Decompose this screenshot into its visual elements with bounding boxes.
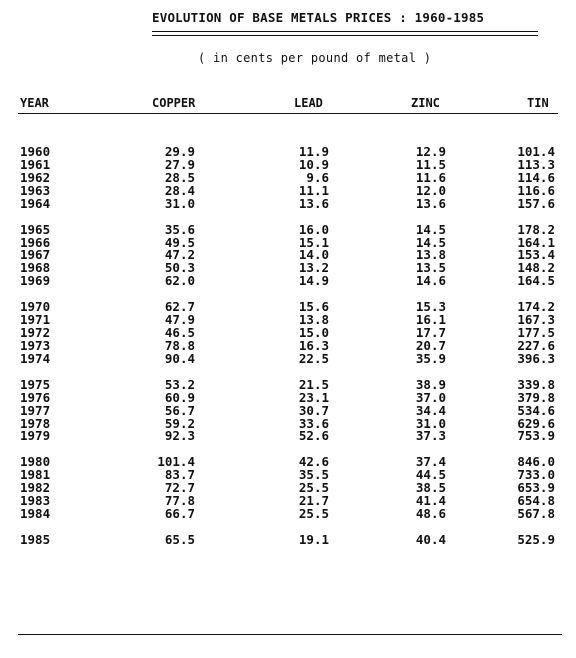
cell-tin: 339.8 xyxy=(517,376,555,392)
cell-tin: 178.2 xyxy=(517,221,555,237)
table-row xyxy=(0,262,576,274)
cell-lead: 13.2 xyxy=(298,260,329,276)
cell-lead: 52.6 xyxy=(298,428,329,444)
cell-lead: 11.1 xyxy=(298,182,329,198)
cell-zinc: 34.4 xyxy=(415,402,446,418)
cell-copper: 65.5 xyxy=(164,531,195,547)
cell-copper: 31.0 xyxy=(164,195,195,211)
cell-zinc: 12.9 xyxy=(415,144,446,159)
cell-zinc: 17.7 xyxy=(415,325,446,340)
table-row xyxy=(0,495,576,507)
cell-copper: 35.6 xyxy=(164,221,195,237)
cell-tin: 733.0 xyxy=(517,467,555,483)
cell-zinc: 13.5 xyxy=(415,260,446,276)
cell-copper: 60.9 xyxy=(164,389,195,405)
table-row xyxy=(0,376,576,392)
cell-year: 1968 xyxy=(20,260,51,276)
cell-year: 1982 xyxy=(20,480,51,496)
cell-copper: 62.7 xyxy=(164,299,195,315)
cell-copper: 59.2 xyxy=(164,415,195,431)
cell-zinc: 38.9 xyxy=(415,376,446,392)
cell-copper: 62.0 xyxy=(164,273,195,289)
cell-tin: 167.3 xyxy=(517,312,555,328)
cell-tin: 116.6 xyxy=(517,182,555,198)
cell-zinc: 14.6 xyxy=(415,273,446,289)
cell-year: 1975 xyxy=(20,376,51,392)
cell-lead: 33.6 xyxy=(298,415,329,431)
cell-copper: 47.2 xyxy=(164,247,195,263)
cell-lead: 16.3 xyxy=(298,338,329,353)
title-double-underline xyxy=(152,31,538,36)
cell-copper: 28.4 xyxy=(164,182,195,198)
cell-tin: 153.4 xyxy=(517,247,555,263)
cell-zinc: 14.5 xyxy=(415,234,446,250)
cell-lead: 21.7 xyxy=(298,493,329,508)
cell-zinc: 20.7 xyxy=(415,338,446,353)
table-row xyxy=(0,249,576,261)
cell-year: 1960 xyxy=(20,144,51,159)
table-row xyxy=(0,146,576,158)
cell-lead: 19.1 xyxy=(298,531,329,547)
cell-tin: 396.3 xyxy=(517,350,555,366)
cell-zinc: 37.3 xyxy=(415,428,446,444)
cell-lead: 9.6 xyxy=(306,169,329,185)
cell-year: 1973 xyxy=(20,338,51,353)
cell-lead: 23.1 xyxy=(298,389,329,405)
column-header-zinc: ZINC xyxy=(411,96,440,110)
cell-lead: 14.9 xyxy=(298,273,329,289)
table-header xyxy=(0,96,576,112)
cell-lead: 13.8 xyxy=(298,312,329,328)
cell-year: 1965 xyxy=(20,221,51,237)
cell-tin: 164.1 xyxy=(517,234,555,250)
table-row xyxy=(0,430,576,442)
cell-tin: 101.4 xyxy=(517,144,555,159)
cell-copper: 72.7 xyxy=(164,480,195,496)
cell-zinc: 40.4 xyxy=(415,531,446,547)
cell-year: 1963 xyxy=(20,182,51,198)
cell-year: 1969 xyxy=(20,273,51,289)
cell-zinc: 41.4 xyxy=(415,493,446,508)
cell-zinc: 35.9 xyxy=(415,350,446,366)
cell-year: 1966 xyxy=(20,234,51,250)
cell-zinc: 12.0 xyxy=(415,182,446,198)
cell-lead: 14.0 xyxy=(298,247,329,263)
cell-zinc: 11.6 xyxy=(415,169,446,185)
table-row xyxy=(0,469,576,481)
cell-zinc: 31.0 xyxy=(415,415,446,431)
cell-tin: 227.6 xyxy=(517,338,555,353)
cell-year: 1971 xyxy=(20,312,51,328)
cell-zinc: 11.5 xyxy=(415,156,446,172)
table-row xyxy=(0,234,576,250)
cell-copper: 53.2 xyxy=(164,376,195,392)
cell-lead: 25.5 xyxy=(298,506,329,521)
cell-copper: 78.8 xyxy=(164,338,195,353)
column-header-copper: COPPER xyxy=(152,96,196,110)
table-row xyxy=(0,402,576,418)
column-header-year: YEAR xyxy=(20,96,49,110)
column-header-tin: TIN xyxy=(527,96,549,110)
cell-copper: 49.5 xyxy=(164,234,195,250)
cell-tin: 534.6 xyxy=(517,402,555,418)
table-row xyxy=(0,182,576,198)
table-row xyxy=(0,195,576,211)
cell-lead: 22.5 xyxy=(298,350,329,366)
cell-copper: 90.4 xyxy=(164,350,195,366)
cell-copper: 50.3 xyxy=(164,260,195,276)
cell-lead: 21.5 xyxy=(298,376,329,392)
cell-tin: 113.3 xyxy=(517,156,555,172)
cell-year: 1981 xyxy=(20,467,51,483)
cell-year: 1980 xyxy=(20,454,51,470)
cell-lead: 15.1 xyxy=(298,234,329,250)
cell-copper: 27.9 xyxy=(164,156,195,172)
cell-lead: 11.9 xyxy=(298,144,329,159)
cell-copper: 29.9 xyxy=(164,144,195,159)
cell-copper: 92.3 xyxy=(164,428,195,444)
cell-lead: 16.0 xyxy=(298,221,329,237)
cell-zinc: 37.0 xyxy=(415,389,446,405)
cell-tin: 148.2 xyxy=(517,260,555,276)
table-row xyxy=(0,340,576,352)
cell-copper: 66.7 xyxy=(164,506,195,521)
table-row xyxy=(0,301,576,313)
table-row xyxy=(0,169,576,185)
table-row xyxy=(0,221,576,237)
cell-copper: 101.4 xyxy=(157,454,195,470)
cell-zinc: 14.5 xyxy=(415,221,446,237)
cell-year: 1970 xyxy=(20,299,51,315)
column-header-lead: LEAD xyxy=(294,96,323,110)
cell-lead: 30.7 xyxy=(298,402,329,418)
table-bottom-rule xyxy=(18,634,562,635)
table-row xyxy=(0,415,576,431)
cell-tin: 177.5 xyxy=(517,325,555,340)
cell-year: 1961 xyxy=(20,156,51,172)
table-row xyxy=(0,531,576,547)
cell-lead: 25.5 xyxy=(298,480,329,496)
cell-lead: 15.6 xyxy=(298,299,329,315)
cell-tin: 164.5 xyxy=(517,273,555,289)
header-underline xyxy=(18,113,558,114)
cell-tin: 379.8 xyxy=(517,389,555,405)
cell-copper: 77.8 xyxy=(164,493,195,508)
document-title: EVOLUTION OF BASE METALS PRICES : 1960-1985 xyxy=(152,10,485,25)
cell-tin: 525.9 xyxy=(517,531,555,547)
cell-lead: 42.6 xyxy=(298,454,329,470)
table-row xyxy=(0,156,576,172)
table-row xyxy=(0,314,576,326)
cell-tin: 114.6 xyxy=(517,169,555,185)
table-row xyxy=(0,389,576,405)
cell-tin: 753.9 xyxy=(517,428,555,444)
cell-year: 1978 xyxy=(20,415,51,431)
cell-tin: 846.0 xyxy=(517,454,555,470)
cell-year: 1972 xyxy=(20,325,51,340)
cell-tin: 629.6 xyxy=(517,415,555,431)
cell-copper: 83.7 xyxy=(164,467,195,483)
cell-lead: 35.5 xyxy=(298,467,329,483)
cell-zinc: 37.4 xyxy=(415,454,446,470)
cell-lead: 10.9 xyxy=(298,156,329,172)
cell-lead: 13.6 xyxy=(298,195,329,211)
cell-year: 1967 xyxy=(20,247,51,263)
cell-tin: 567.8 xyxy=(517,506,555,521)
cell-zinc: 15.3 xyxy=(415,299,446,315)
cell-year: 1985 xyxy=(20,531,51,547)
cell-zinc: 16.1 xyxy=(415,312,446,328)
table-row xyxy=(0,350,576,366)
cell-zinc: 38.5 xyxy=(415,480,446,496)
cell-year: 1979 xyxy=(20,428,51,444)
cell-tin: 654.8 xyxy=(517,493,555,508)
cell-tin: 174.2 xyxy=(517,299,555,315)
cell-year: 1976 xyxy=(20,389,51,405)
cell-lead: 15.0 xyxy=(298,325,329,340)
cell-copper: 46.5 xyxy=(164,325,195,340)
table-row xyxy=(0,508,576,520)
cell-zinc: 13.6 xyxy=(415,195,446,211)
cell-zinc: 44.5 xyxy=(415,467,446,483)
table-row xyxy=(0,275,576,287)
cell-year: 1984 xyxy=(20,506,51,521)
cell-year: 1983 xyxy=(20,493,51,508)
cell-tin: 653.9 xyxy=(517,480,555,496)
cell-zinc: 48.6 xyxy=(415,506,446,521)
cell-copper: 56.7 xyxy=(164,402,195,418)
cell-copper: 47.9 xyxy=(164,312,195,328)
cell-tin: 157.6 xyxy=(517,195,555,211)
cell-year: 1964 xyxy=(20,195,51,211)
table-row xyxy=(0,456,576,468)
table-row xyxy=(0,327,576,339)
cell-year: 1962 xyxy=(20,169,51,185)
document-subtitle: ( in cents per pound of metal ) xyxy=(198,51,432,65)
cell-zinc: 13.8 xyxy=(415,247,446,263)
table-row xyxy=(0,482,576,494)
cell-copper: 28.5 xyxy=(164,169,195,185)
cell-year: 1977 xyxy=(20,402,51,418)
cell-year: 1974 xyxy=(20,350,51,366)
